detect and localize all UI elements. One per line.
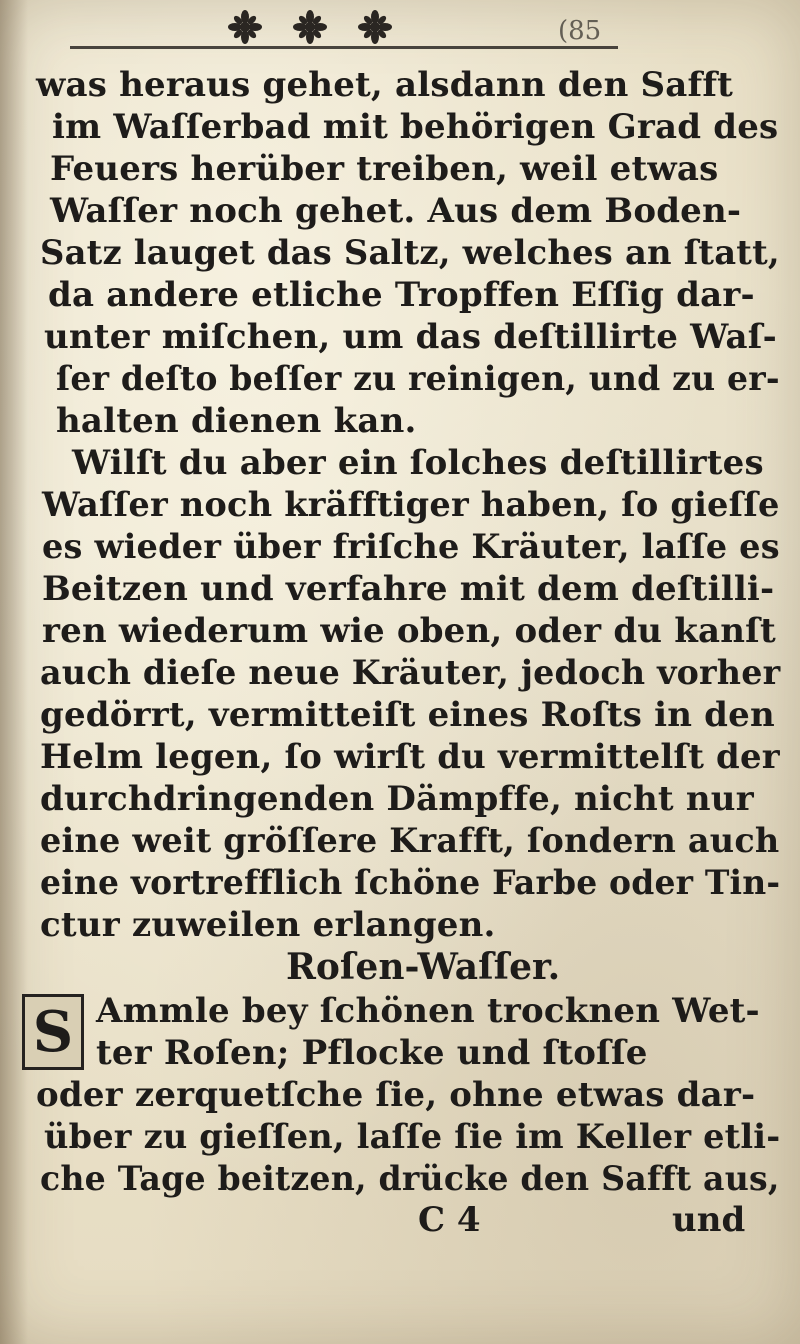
- page-gutter-shadow: [0, 0, 28, 1344]
- text-line: Waſſer noch gehet. Aus dem Boden-: [50, 191, 742, 231]
- text-line: ctur zuweilen erlangen.: [40, 905, 496, 945]
- text-line: Waſſer noch kräfftiger haben, ſo gieſſe: [42, 485, 780, 525]
- text-line: durchdringenden Dämpffe, nicht nur: [40, 779, 754, 819]
- text-line: ſer deſto beſſer zu reinigen, und zu er-: [56, 359, 780, 399]
- drop-cap: S: [22, 994, 84, 1070]
- text-line: ren wiederum wie oben, oder du kanſt: [42, 611, 776, 651]
- page-number: (85: [558, 16, 602, 46]
- text-line: auch dieſe neue Kräuter, jedoch vorher: [40, 653, 781, 693]
- text-line: gedörrt, vermitteiſt eines Roſts in den: [40, 695, 775, 735]
- text-line: ter Roſen; Pflocke und ſtoſſe: [96, 1033, 648, 1073]
- text-line: es wieder über friſche Kräuter, laſſe es: [42, 527, 780, 567]
- text-line: eine weit gröſſere Krafft, ſondern auch: [40, 821, 780, 861]
- text-line: eine vortrefflich ſchöne Farbe oder Tin-: [40, 863, 781, 903]
- text-line: halten dienen kan.: [56, 401, 417, 441]
- three-flower-ornament-icon: [215, 10, 405, 44]
- text-line: da andere etliche Tropffen Eſſig dar-: [48, 275, 755, 315]
- header-rule: [70, 46, 618, 49]
- text-line: im Waſſerbad mit behörigen Grad des: [52, 107, 779, 147]
- text-line: Helm legen, ſo wirſt du vermittelſt der: [40, 737, 780, 777]
- signature-mark: C 4: [418, 1200, 481, 1240]
- text-line: was heraus gehet, alsdann den Safft: [36, 65, 734, 105]
- text-line: über zu gieſſen, laſſe ſie im Keller etli-: [44, 1117, 781, 1157]
- text-line: oder zerquetſche ſie, ohne etwas dar-: [36, 1075, 756, 1115]
- text-line: Ammle bey ſchönen trocknen Wet-: [96, 991, 760, 1031]
- catchword: und: [672, 1200, 746, 1240]
- text-line: che Tage beitzen, drücke den Safft aus,: [40, 1159, 780, 1199]
- text-line: Beitzen und verfahre mit dem deſtilli-: [42, 569, 775, 609]
- text-line: Wilſt du aber ein ſolches deſtillirtes: [72, 443, 764, 483]
- text-line: unter miſchen, um das deſtillirte Waſ-: [44, 317, 777, 357]
- section-heading: Roſen-Waſſer.: [286, 946, 561, 988]
- text-line: Feuers herüber treiben, weil etwas: [50, 149, 719, 189]
- text-line: Satz lauget das Saltz, welches an ſtatt,: [40, 233, 780, 273]
